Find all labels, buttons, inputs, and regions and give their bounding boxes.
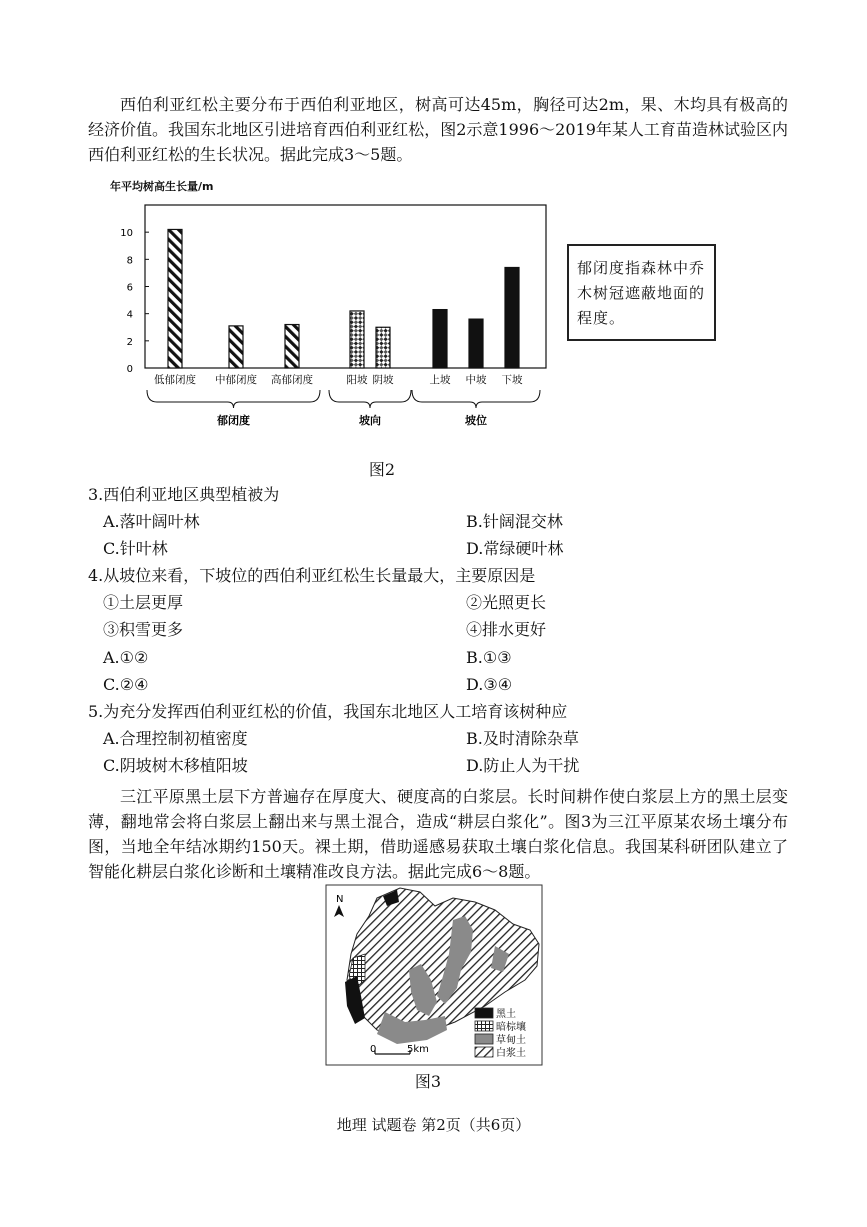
question-5-option-a[interactable]: A.合理控制初植密度 — [103, 729, 248, 748]
legend-swatch — [475, 1034, 493, 1044]
intro-paragraph-2: 三江平原黑土层下方普遍存在厚度大、硬度高的白浆层。长时间耕作使白浆层上方的黑土层变薄，翻地常会将白浆层上翻出来与黑土混合，造成“耕层白浆化”。图3为三江平原某农场土壤分布图，当地全年结冰期约150天。裸土期，借助遥感易获取土壤白浆化信息。我国某科研团队建立了智能化耕层白浆化诊断和土壤精准改良方法。据此完成6～8题。 — [88, 787, 788, 881]
y-tick-label: 2 — [126, 336, 133, 348]
question-4-statement-3: ③积雪更多 — [103, 620, 184, 639]
group-brace — [412, 390, 540, 408]
question-4-statement-4: ④排水更好 — [466, 620, 547, 639]
note-text: 郁闭度指森林中乔木树冠遮蔽地面的程度。 — [577, 259, 706, 327]
question-4-option-b[interactable]: B.①③ — [466, 648, 512, 667]
legend-label: 暗棕壤 — [496, 1022, 526, 1033]
bar-3 — [285, 325, 299, 368]
x-category-label: 阴坡 — [372, 374, 394, 386]
x-category-label: 低郁闭度 — [154, 374, 196, 386]
bar-5 — [376, 327, 390, 368]
y-tick-label: 6 — [126, 282, 133, 294]
question-4-option-c[interactable]: C.②④ — [103, 675, 149, 694]
x-category-label: 中坡 — [465, 374, 487, 386]
x-category-label: 阳坡 — [346, 374, 368, 386]
intro-paragraph-1: 西伯利亚红松主要分布于西伯利亚地区，树高可达45m，胸径可达2m，果、木均具有极高的经济价值。我国东北地区引进培育西伯利亚红松，图2示意1996～2019年某人工育苗造林试验区内西伯利亚红松的生长状况。据此完成3～5题。 — [88, 95, 788, 164]
question-3-option-b[interactable]: B.针阔混交林 — [466, 512, 563, 531]
legend-swatch — [475, 1021, 493, 1031]
figure-3-caption: 图3 — [414, 1072, 442, 1091]
map-svg — [325, 884, 543, 1066]
x-category-label: 上坡 — [429, 374, 451, 386]
x-category-label: 高郁闭度 — [271, 374, 313, 386]
question-4-statement-1: ①土层更厚 — [103, 593, 184, 612]
question-4-stem: 4.从坡位来看，下坡位的西伯利亚红松生长量最大，主要原因是 — [88, 566, 536, 585]
bar-8 — [505, 267, 519, 368]
north-label: N — [336, 894, 344, 905]
bar-7 — [469, 319, 483, 368]
y-tick-label: 4 — [126, 309, 133, 321]
group-label: 坡位 — [465, 414, 487, 427]
bar-2 — [229, 326, 243, 368]
growth-bar-chart — [95, 178, 565, 452]
question-5-option-d[interactable]: D.防止人为干扰 — [466, 756, 580, 775]
note-box — [567, 244, 716, 341]
bar-4 — [350, 311, 364, 368]
question-5-option-b[interactable]: B.及时清除杂草 — [466, 729, 579, 748]
group-label: 郁闭度 — [217, 414, 250, 427]
legend-label: 白浆土 — [496, 1048, 526, 1059]
question-5-stem: 5.为充分发挥西伯利亚红松的价值，我国东北地区人工培育该树种应 — [88, 702, 568, 721]
legend-label: 草甸土 — [496, 1035, 526, 1046]
question-3-option-c[interactable]: C.针叶林 — [103, 539, 168, 558]
legend-label: 黑土 — [496, 1009, 516, 1020]
chart-y-axis-label: 年平均树高生长量/m — [110, 180, 214, 193]
group-label: 坡向 — [359, 414, 381, 427]
x-category-label: 下坡 — [501, 374, 523, 386]
bar-6 — [433, 310, 447, 368]
question-3-option-a[interactable]: A.落叶阔叶林 — [103, 512, 200, 531]
scale-zero-label: 0 — [370, 1044, 377, 1055]
question-3-option-d[interactable]: D.常绿硬叶林 — [466, 539, 564, 558]
scale-distance-label: 5km — [407, 1044, 429, 1055]
chart-svg — [95, 178, 565, 448]
page-footer: 地理 试题卷 第2页（共6页） — [336, 1116, 531, 1134]
chart-plot-frame — [145, 205, 546, 368]
question-4-statement-2: ②光照更长 — [466, 593, 547, 612]
question-5-option-c[interactable]: C.阴坡树木移植阳坡 — [103, 756, 248, 775]
group-brace — [329, 390, 411, 408]
y-tick-label: 0 — [126, 364, 133, 375]
question-3-stem: 3.西伯利亚地区典型植被为 — [88, 485, 280, 504]
bar-1 — [168, 229, 182, 368]
legend-swatch — [475, 1008, 493, 1018]
x-category-label: 中郁闭度 — [215, 374, 257, 386]
group-brace — [147, 390, 320, 408]
legend-swatch — [475, 1047, 493, 1057]
soil-distribution-map — [325, 884, 543, 1070]
question-4-option-d[interactable]: D.③④ — [466, 675, 513, 694]
question-4-option-a[interactable]: A.①② — [103, 648, 149, 667]
y-tick-label: 10 — [120, 228, 133, 240]
y-tick-label: 8 — [126, 255, 133, 267]
figure-2-caption: 图2 — [368, 460, 396, 479]
